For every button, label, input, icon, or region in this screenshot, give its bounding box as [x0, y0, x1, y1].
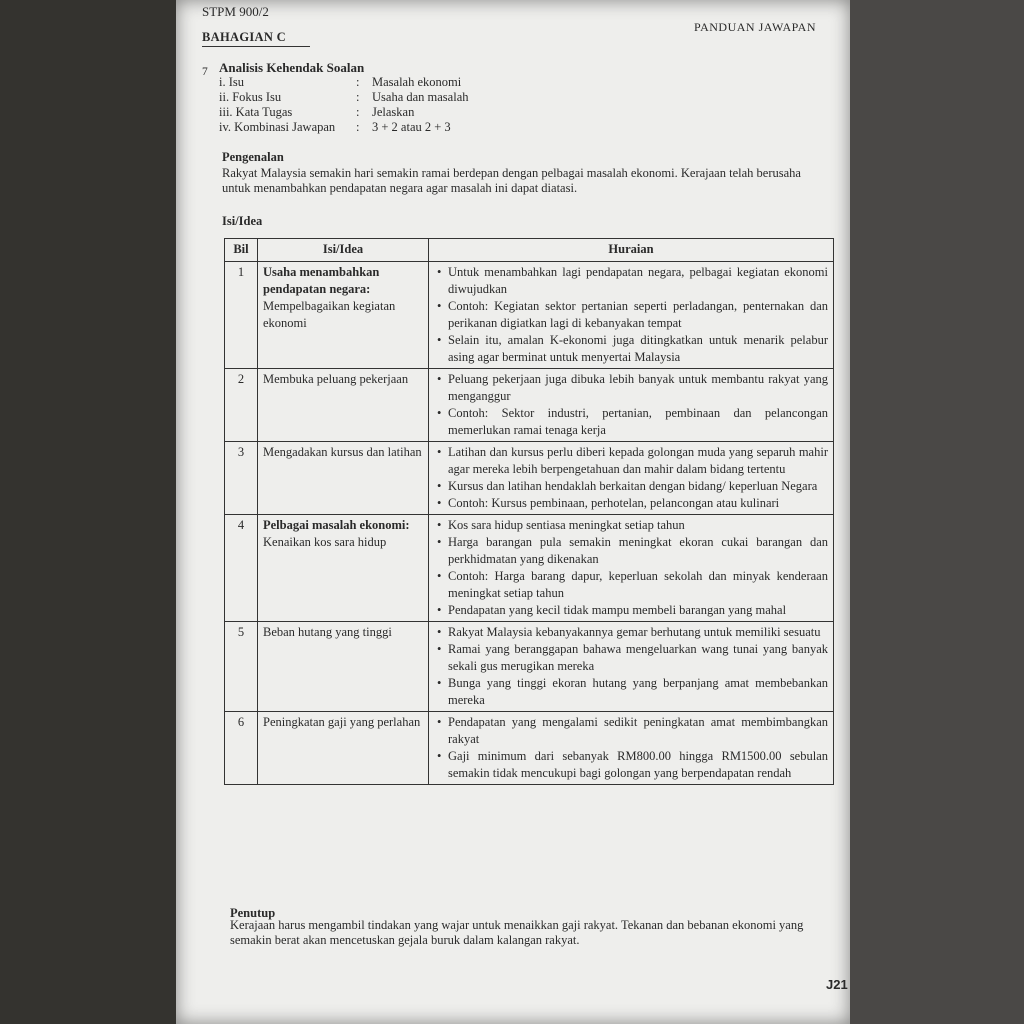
section-underline: [202, 46, 310, 47]
idea-text: Mengadakan kursus dan latihan: [263, 445, 422, 459]
question-number: 7: [202, 66, 208, 78]
huraian-point: • Pendapatan yang kecil tidak mampu membeli barangan yang mahal: [448, 602, 828, 619]
row-number: 1: [225, 262, 258, 369]
table-row: [225, 262, 834, 369]
table-row: [225, 442, 834, 515]
analysis-key: i. Isu: [219, 75, 244, 89]
huraian-point: • Bunga yang tinggi ekoran hutang yang berpanjang amat membebankan mereka: [448, 675, 828, 709]
analysis-row: iv. Kombinasi Jawapan : 3 + 2 atau 2 + 3: [219, 120, 451, 134]
analysis-key: ii. Fokus Isu: [219, 90, 282, 104]
huraian-point: • Gaji minimum dari sebanyak RM800.00 hingga RM1500.00 sebulan semakin tidak mencukupi bagi golongan yang berpendapatan rendah: [448, 748, 828, 782]
header-left: STPM 900/2: [202, 4, 269, 19]
huraian-point: • Selain itu, amalan K-ekonomi juga ditingkatkan untuk menarik pelabur asing agar berminat untuk menyertai Malaysia: [448, 332, 828, 366]
huraian-list: [434, 371, 828, 439]
analysis-row: ii. Fokus Isu : Usaha dan masalah: [219, 90, 469, 104]
table-body: [225, 262, 834, 785]
analysis-value: Jelaskan: [372, 105, 415, 119]
row-idea: [258, 442, 429, 515]
row-huraian: [429, 515, 834, 622]
idea-text: Mempelbagaikan kegiatan ekonomi: [263, 299, 396, 330]
page-number: J21: [826, 977, 848, 992]
table-row: [225, 712, 834, 785]
section-title: BAHAGIAN C: [202, 30, 286, 44]
huraian-list: [434, 624, 828, 709]
huraian-point: • Harga barangan pula semakin meningkat ekoran cukai barangan dan perkhidmatan yang dikenakan: [448, 534, 828, 568]
row-idea: [258, 515, 429, 622]
analysis-value: 3 + 2 atau 2 + 3: [372, 120, 451, 134]
table-header-row: [225, 239, 834, 262]
analysis-list: [219, 75, 469, 135]
idea-text: Peningkatan gaji yang perlahan: [263, 715, 421, 729]
huraian-list: [434, 714, 828, 782]
analysis-row: iii. Kata Tugas : Jelaskan: [219, 105, 415, 119]
table-row: [225, 369, 834, 442]
analysis-row: i. Isu : Masalah ekonomi: [219, 75, 462, 89]
row-number: 5: [225, 622, 258, 712]
table-row: [225, 515, 834, 622]
penutup-text: Kerajaan harus mengambil tindakan yang wajar untuk menaikkan gaji rakyat. Tekanan dan bebanan ekonomi yang semakin berat akan mencetuskan gejala buruk dalam kalangan rakyat.: [230, 918, 804, 947]
question-title: Analisis Kehendak Soalan: [219, 60, 365, 75]
huraian-point: • Contoh: Kegiatan sektor pertanian seperti perladangan, penternakan dan perikanan digiatkan lagi di kebanyakan tempat: [448, 298, 828, 332]
analysis-key: iv. Kombinasi Jawapan: [219, 120, 336, 134]
header-isi: Isi/Idea: [258, 239, 429, 262]
row-number: 2: [225, 369, 258, 442]
huraian-list: [434, 517, 828, 619]
huraian-point: • Peluang pekerjaan juga dibuka lebih banyak untuk membantu rakyat yang menganggur: [448, 371, 828, 405]
pengenalan-text: Rakyat Malaysia semakin hari semakin ramai berdepan dengan pelbagai masalah ekonomi. Kerajaan telah berusaha untuk menambahkan pendapatan negara agar masalah ini dapat diatasi.: [222, 166, 801, 195]
huraian-point: • Untuk menambahkan lagi pendapatan negara, pelbagai kegiatan ekonomi diwujudkan: [448, 264, 828, 298]
header-right: PANDUAN JAWAPAN: [694, 20, 817, 34]
background-right: [850, 0, 1024, 1024]
huraian-point: • Kursus dan latihan hendaklah berkaitan dengan bidang/ keperluan Negara: [448, 478, 828, 495]
idea-text: Membuka peluang pekerjaan: [263, 372, 409, 386]
isi-heading: Isi/Idea: [222, 214, 263, 228]
answer-table: [224, 238, 834, 785]
huraian-list: [434, 264, 828, 366]
pengenalan-heading: Pengenalan: [222, 150, 284, 164]
huraian-list: [434, 444, 828, 512]
row-idea: [258, 712, 429, 785]
row-number: 3: [225, 442, 258, 515]
idea-text: Kenaikan kos sara hidup: [263, 535, 387, 549]
huraian-point: • Contoh: Kursus pembinaan, perhotelan, pelancongan atau kulinari: [448, 495, 828, 512]
header-huraian: Huraian: [429, 239, 834, 262]
header-bil: Bil: [225, 239, 258, 262]
analysis-key: iii. Kata Tugas: [219, 105, 293, 119]
analysis-value: Usaha dan masalah: [372, 90, 469, 104]
background-left: [0, 0, 176, 1024]
huraian-point: • Contoh: Harga barang dapur, keperluan sekolah dan minyak kenderaan meningkat setiap tahun: [448, 568, 828, 602]
row-number: 6: [225, 712, 258, 785]
idea-title: Pelbagai masalah ekonomi:: [263, 518, 410, 532]
row-idea: [258, 622, 429, 712]
penutup-heading: Penutup: [230, 906, 276, 920]
huraian-point: • Kos sara hidup sentiasa meningkat setiap tahun: [448, 517, 828, 534]
row-huraian: [429, 369, 834, 442]
huraian-point: • Rakyat Malaysia kebanyakannya gemar berhutang untuk memiliki sesuatu: [448, 624, 828, 641]
huraian-point: • Ramai yang beranggapan bahawa mengeluarkan wang tunai yang banyak sekali gus merugikan mereka: [448, 641, 828, 675]
idea-text: Beban hutang yang tinggi: [263, 625, 392, 639]
row-huraian: [429, 622, 834, 712]
table-row: [225, 622, 834, 712]
huraian-point: • Latihan dan kursus perlu diberi kepada golongan muda yang separuh mahir agar mereka lebih berpengetahuan dan mahir dalam bidang tertentu: [448, 444, 828, 478]
row-idea: [258, 262, 429, 369]
analysis-value: Masalah ekonomi: [372, 75, 462, 89]
row-number: 4: [225, 515, 258, 622]
huraian-point: • Contoh: Sektor industri, pertanian, pembinaan dan pelancongan memerlukan ramai tenaga kerja: [448, 405, 828, 439]
row-huraian: [429, 442, 834, 515]
idea-title: Usaha menambahkan pendapatan negara:: [263, 265, 380, 296]
row-idea: [258, 369, 429, 442]
row-huraian: [429, 712, 834, 785]
row-huraian: [429, 262, 834, 369]
huraian-point: • Pendapatan yang mengalami sedikit peningkatan amat membimbangkan rakyat: [448, 714, 828, 748]
